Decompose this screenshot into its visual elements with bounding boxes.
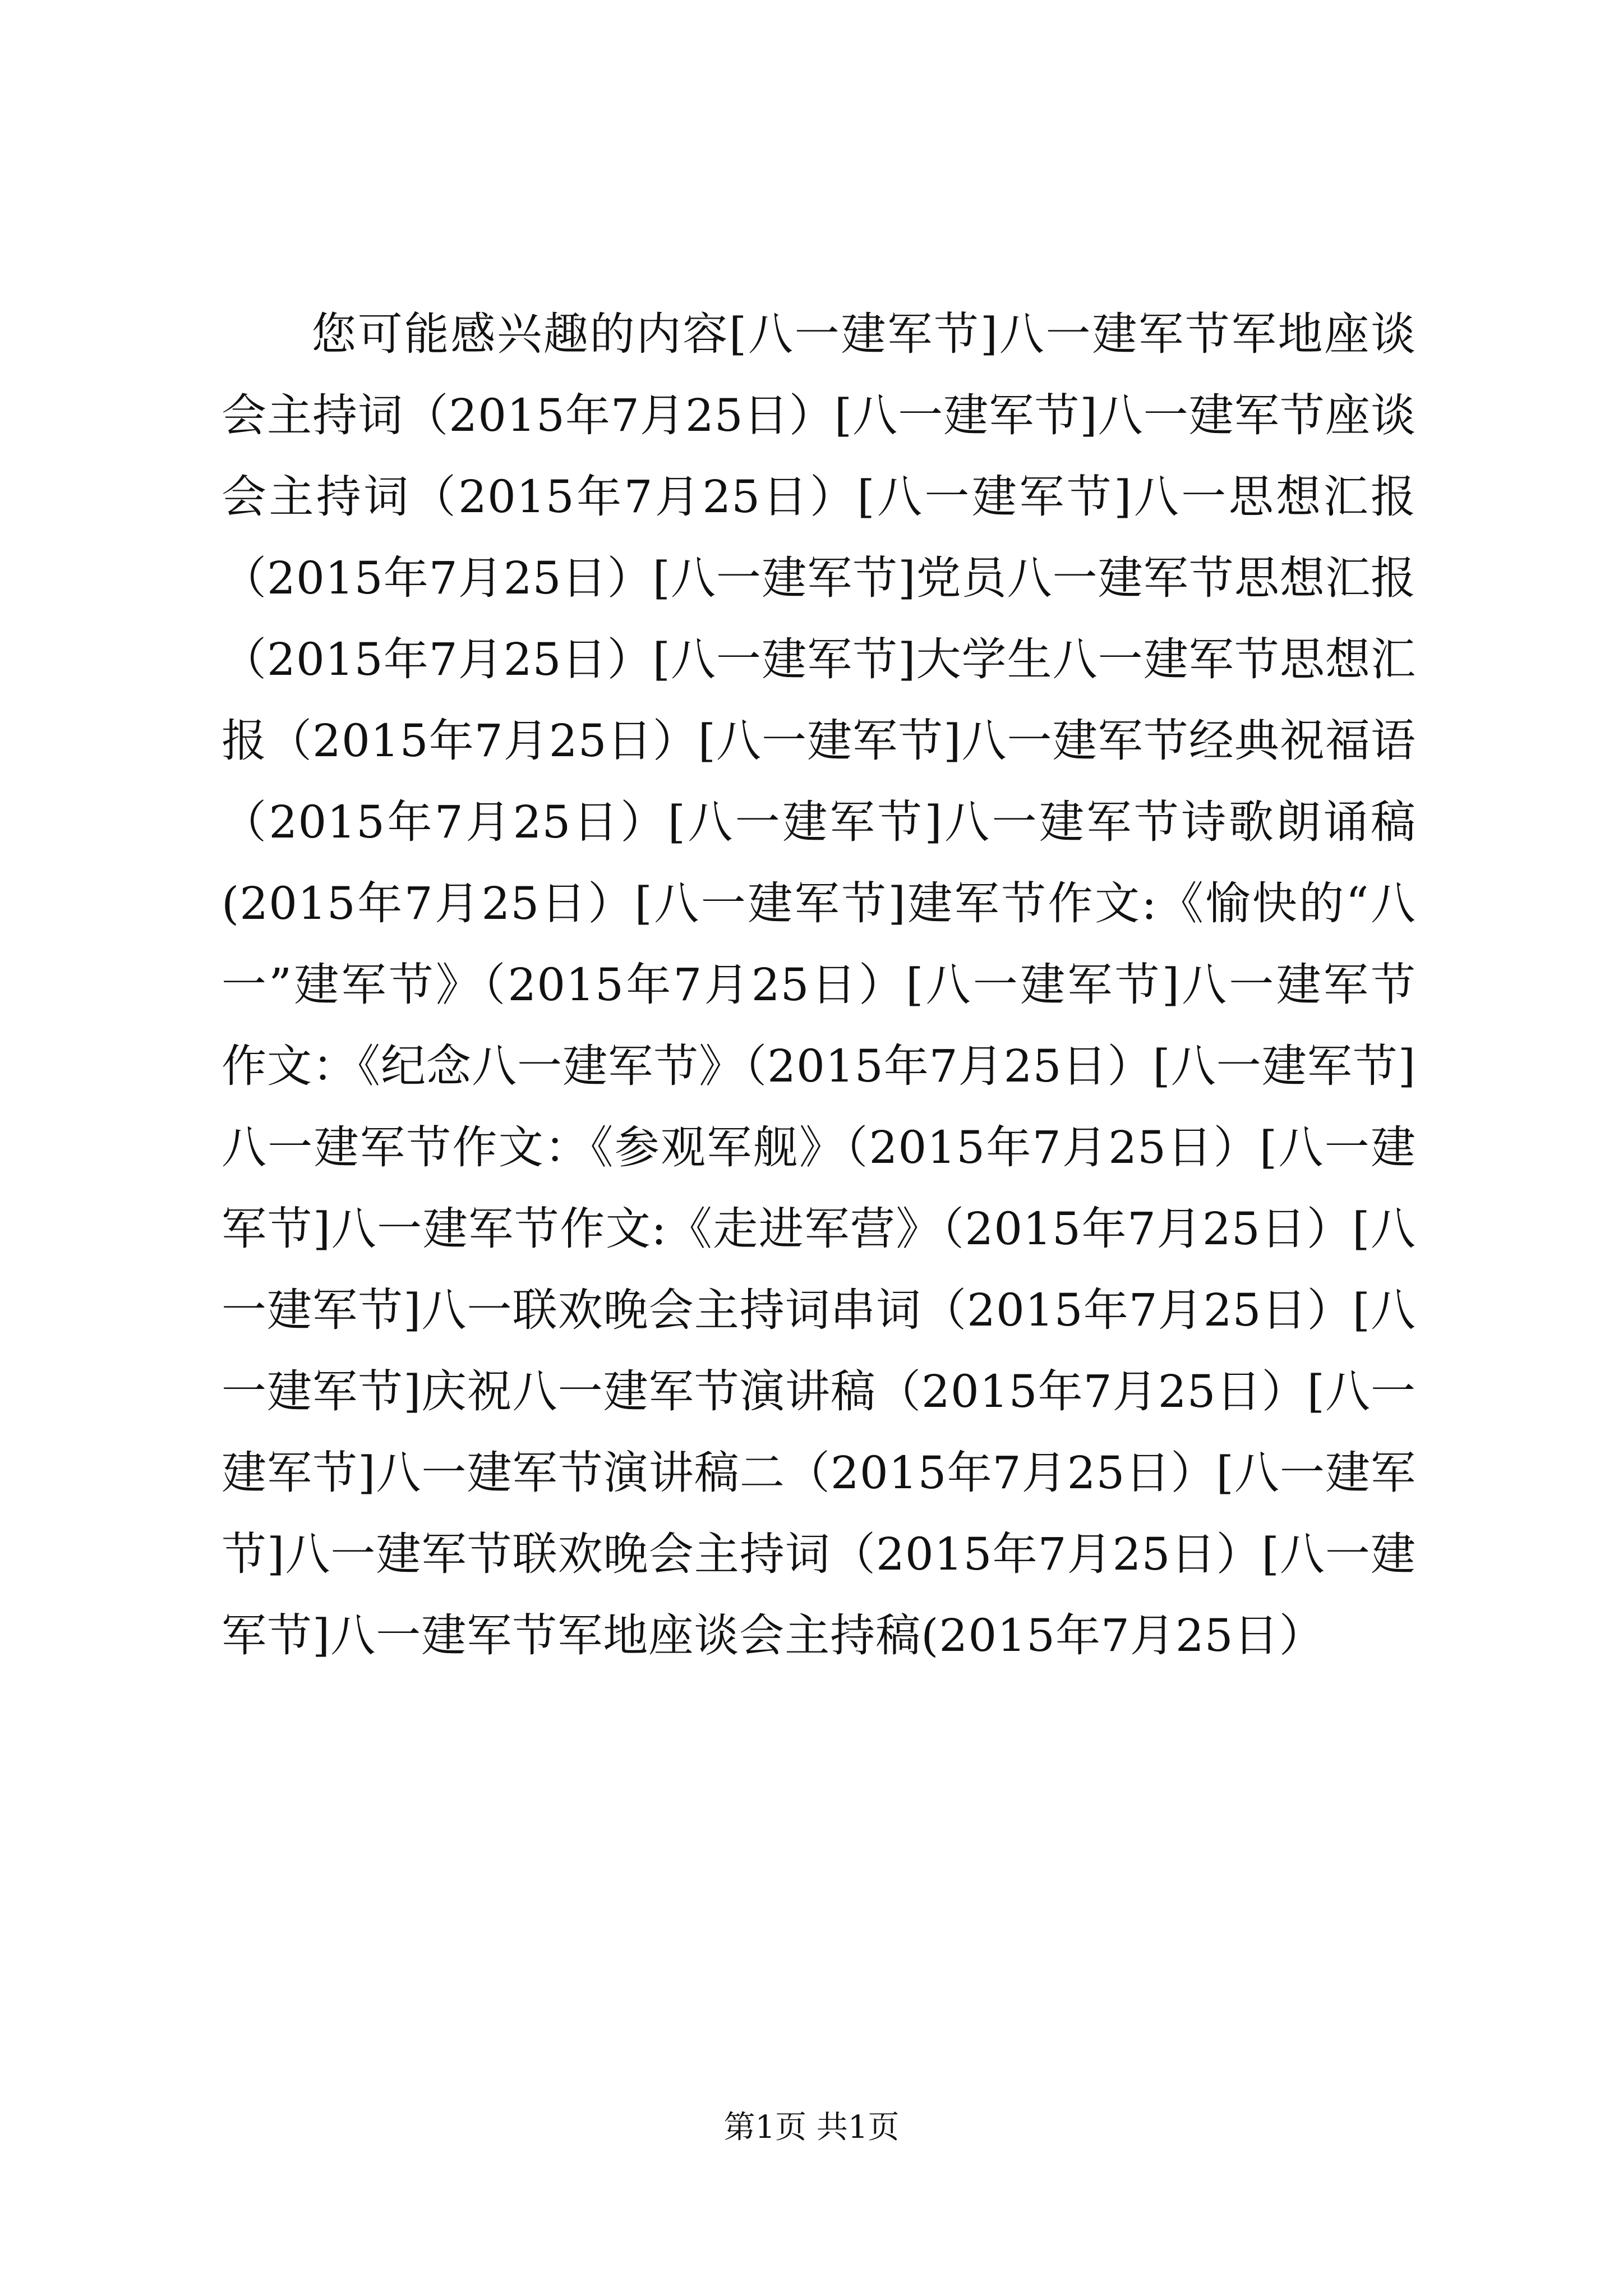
- body-paragraph: 您可能感兴趣的内容[八一建军节]八一建军节军地座谈会主持词（2015年7月25日）[八一建军节]八一建军节座谈会主持词（2015年7月25日）[八一建军节]八一思想汇报（2015年7月25日）[八一建军节]党员八一建军节思想汇报（2015年7月25日）[八一建军节]大学生八一建军节思想汇报（2015年7月25日）[八一建军节]八一建军节经典祝福语（2015年7月25日）[八一建军节]八一建军节诗歌朗诵稿(2015年7月25日）[八一建军节]建军节作文:《愉快的“八一”建军节》（2015年7月25日）[八一建军节]八一建军节作文：《纪念八一建军节》（2015年7月25日）[八一建军节]八一建军节作文：《参观军舰》（2015年7月25日）[八一建军节]八一建军节作文:《走进军营》（2015年7月25日）[八一建军节]八一联欢晚会主持词串词（2015年7月25日）[八一建军节]庆祝八一建军节演讲稿（2015年7月25日）[八一建军节]八一建军节演讲稿二（2015年7月25日）[八一建军节]八一建军节联欢晚会主持词（2015年7月25日）[八一建军节]八一建军节军地座谈会主持稿(2015年7月25日）: [222, 308, 1416, 1662]
- page-footer: 第1页 共1页: [723, 2109, 900, 2146]
